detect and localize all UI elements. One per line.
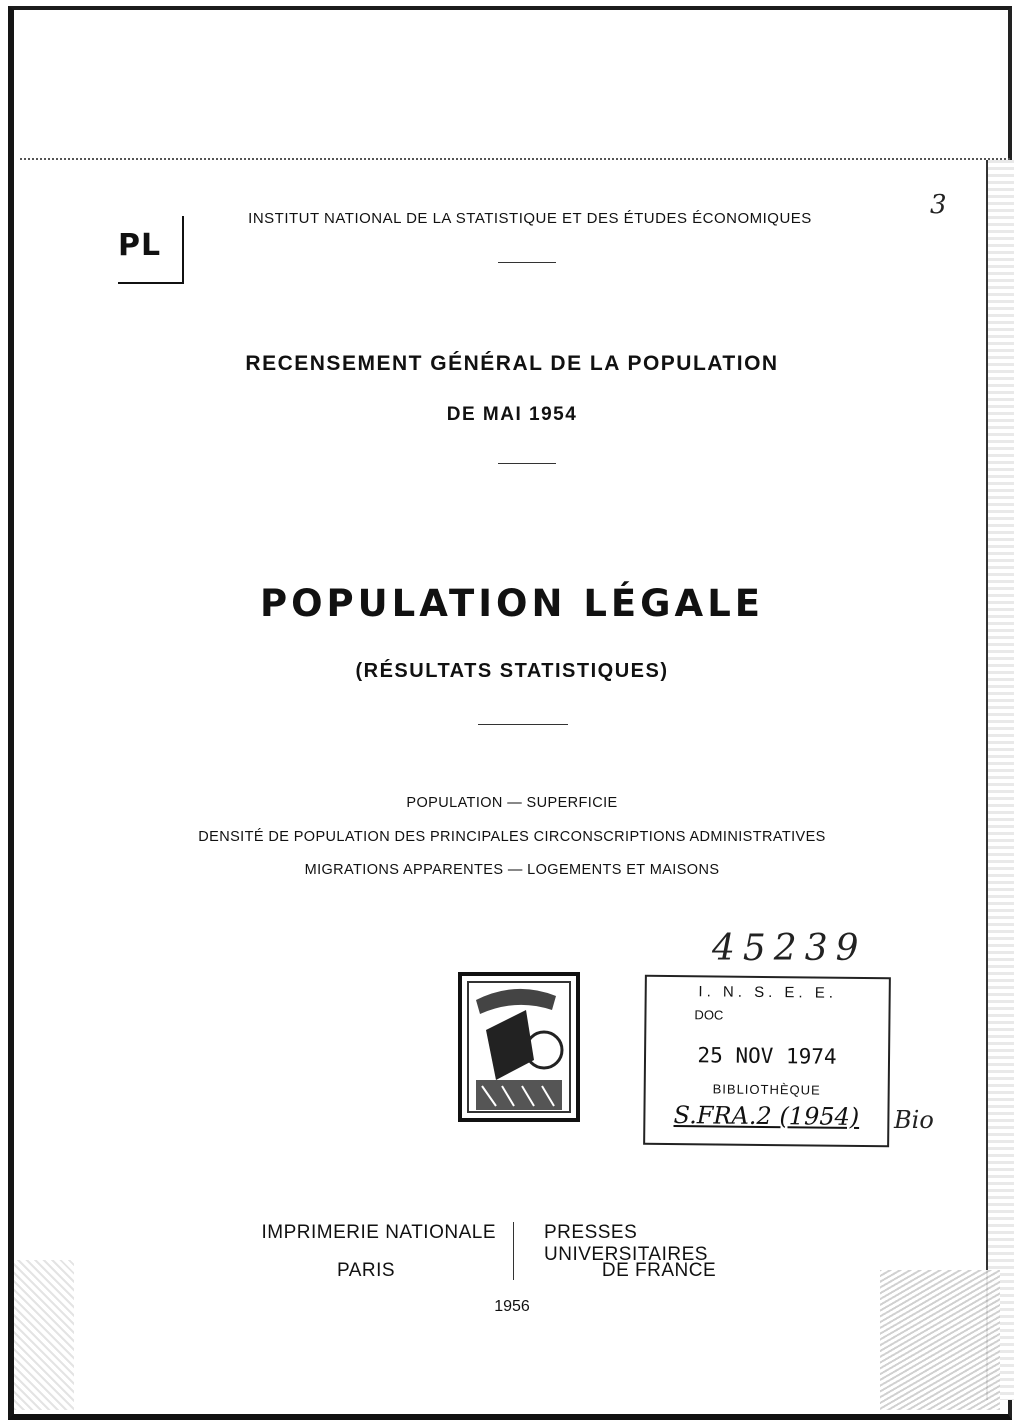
stamp-call-number: S.FRA.2 (1954) — [673, 1101, 860, 1131]
divider-rule — [498, 262, 556, 263]
document-subtitle: (RÉSULTATS STATISTIQUES) — [355, 660, 669, 682]
divider-rule — [478, 724, 568, 725]
document-title: POPULATION LÉGALE — [259, 582, 765, 625]
scan-noise — [14, 1260, 74, 1410]
census-date: DE MAI 1954 — [446, 404, 578, 425]
scanned-page-edge — [986, 160, 1014, 1400]
topic-line: DENSITÉ DE POPULATION DES PRINCIPALES CIRCONSCRIPTIONS ADMINISTRATIVES — [198, 829, 826, 845]
census-title: RECENSEMENT GÉNÉRAL DE LA POPULATION — [245, 352, 779, 375]
stamp-organization: I. N. S. E. E. — [698, 983, 838, 1002]
institute-name: INSTITUT NATIONAL DE LA STATISTIQUE ET DES ÉTUDES ÉCONOMIQUES — [248, 210, 812, 227]
stamp-library: BIBLIOTHÈQUE — [712, 1081, 821, 1098]
publisher-left-line1: IMPRIMERIE NATIONALE — [261, 1222, 496, 1243]
topic-line: MIGRATIONS APPARENTES — LOGEMENTS ET MAISONS — [304, 862, 720, 878]
publisher-emblem-image — [456, 970, 582, 1124]
publisher-left-line2: PARIS — [336, 1260, 396, 1281]
topic-line: POPULATION — SUPERFICIE — [406, 795, 618, 811]
publisher-divider — [513, 1222, 514, 1280]
stamp-date: 25 NOV 1974 — [697, 1043, 837, 1069]
accession-number-handwritten: 45239 — [712, 928, 867, 969]
scan-noise — [880, 1270, 1000, 1410]
publisher-right-line2: DE FRANCE — [601, 1260, 717, 1281]
shelf-note-handwritten: Bio — [894, 1106, 934, 1134]
publication-year: 1956 — [494, 1298, 530, 1315]
fold-line — [20, 158, 1010, 160]
divider-rule — [498, 463, 556, 464]
library-stamp — [643, 975, 891, 1148]
publisher-right-line1: PRESSES UNIVERSITAIRES — [544, 1222, 708, 1265]
stamp-department: DOC — [694, 1007, 724, 1023]
series-code: PL — [118, 228, 162, 263]
page-mark-handwritten: 3 — [930, 190, 947, 220]
